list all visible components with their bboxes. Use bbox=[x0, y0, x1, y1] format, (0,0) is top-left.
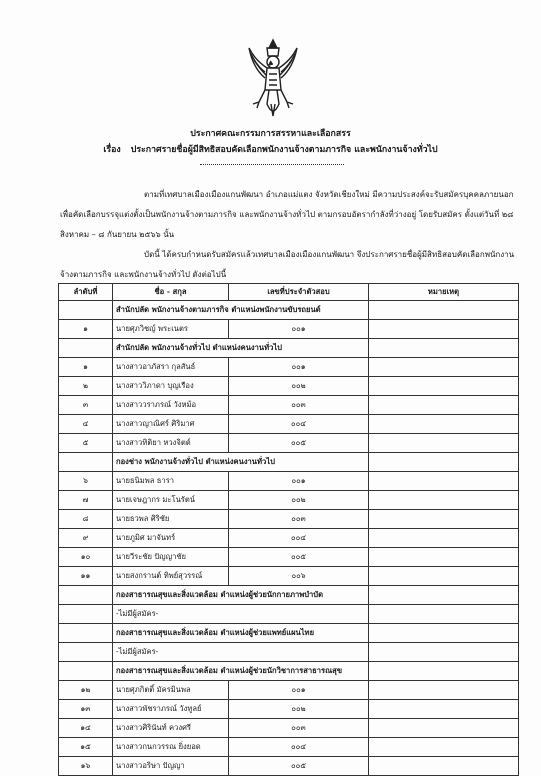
table-row bbox=[59, 491, 519, 510]
row-number bbox=[59, 624, 113, 643]
row-number: ๑๐ bbox=[59, 548, 113, 567]
row-remark bbox=[369, 681, 519, 700]
row-number: ๑ bbox=[59, 320, 113, 339]
section-title: สำนักปลัด พนักงานจ้างทั่วไป ตำแหน่งคนงานทั่วไป bbox=[113, 339, 369, 358]
row-number: ๑๔ bbox=[59, 719, 113, 738]
row-number: ๑ bbox=[59, 358, 113, 377]
announcement-subject bbox=[0, 142, 541, 156]
table-row bbox=[59, 548, 519, 567]
notice-paragraph bbox=[60, 245, 515, 285]
row-number bbox=[59, 453, 113, 472]
table-row bbox=[59, 700, 519, 719]
row-name: นายสงกรานต์ ทิพย์สุวรรณ์ bbox=[113, 567, 229, 586]
row-remark bbox=[369, 510, 519, 529]
row-remark bbox=[369, 662, 519, 681]
row-name: นางสาวญาณิศร์ ศิริมาศ bbox=[113, 415, 229, 434]
table-row bbox=[59, 320, 519, 339]
row-exam-code: ๐๐๔ bbox=[229, 529, 369, 548]
section-title: สำนักปลัด พนักงานจ้างตามภารกิจ ตำแหน่งพนักงานขับรถยนต์ bbox=[113, 301, 369, 320]
candidate-table bbox=[58, 283, 519, 776]
intro-paragraph bbox=[60, 185, 515, 245]
notice-text: บัดนี้ ได้ครบกำหนดรับสมัครแล้วเทศบาลเมืองเมืองแกนพัฒนา จึงประกาศรายชื่อผู้มีสิทธิสอบคัดเลือกพนักงานจ้างตามภารกิจ และพนักงานจ้างทั่วไป ดังต่อไปนี้ bbox=[60, 250, 515, 279]
no-applicant-row bbox=[59, 605, 519, 624]
table-row bbox=[59, 757, 519, 776]
row-exam-code: ๐๐๑ bbox=[229, 681, 369, 700]
row-remark bbox=[369, 738, 519, 757]
row-exam-code: ๐๐๖ bbox=[229, 567, 369, 586]
row-name: นางสาวพัชราภรณ์ วังทูลย์ bbox=[113, 700, 229, 719]
row-name: นายศุภวิชญ์ พระเนตร bbox=[113, 320, 229, 339]
row-name: นางสาววิภาดา บุญเรือง bbox=[113, 377, 229, 396]
header-name: ชื่อ - สกุล bbox=[113, 284, 229, 301]
row-name: นางสาวกนกวรรณ ยิ่งยอด bbox=[113, 738, 229, 757]
row-remark bbox=[369, 719, 519, 738]
subject-label: เรื่อง bbox=[103, 145, 121, 155]
row-name: นางสาวอริษา ปัญญา bbox=[113, 757, 229, 776]
header-exam-code: เลขที่ประจำตัวสอบ bbox=[229, 284, 369, 301]
row-name: นายศุภกิตติ์ มัครมินพล bbox=[113, 681, 229, 700]
section-header-row bbox=[59, 586, 519, 605]
table-row bbox=[59, 510, 519, 529]
no-applicant-note: -ไม่มีผู้สมัคร- bbox=[113, 643, 369, 662]
row-remark bbox=[369, 320, 519, 339]
row-name: นายเจษฎากร มะโนรัตน์ bbox=[113, 491, 229, 510]
table-header-row bbox=[59, 284, 519, 301]
row-exam-code: ๐๐๑ bbox=[229, 472, 369, 491]
row-exam-code: ๐๐๔ bbox=[229, 415, 369, 434]
row-exam-code: ๐๐๓ bbox=[229, 510, 369, 529]
table-row bbox=[59, 415, 519, 434]
row-exam-code: ๐๐๒ bbox=[229, 491, 369, 510]
section-title: กองช่าง พนักงานจ้างทั่วไป ตำแหน่งคนงานทั่วไป bbox=[113, 453, 369, 472]
row-exam-code: ๐๐๕ bbox=[229, 434, 369, 453]
table-body bbox=[59, 301, 519, 776]
row-number: ๑๖ bbox=[59, 757, 113, 776]
row-remark bbox=[369, 358, 519, 377]
row-remark bbox=[369, 548, 519, 567]
row-number: ๑๓ bbox=[59, 700, 113, 719]
header-no: ลำดับที่ bbox=[59, 284, 113, 301]
intro-text: ตามที่เทศบาลเมืองเมืองแกนพัฒนา อำเภอแม่แตง จังหวัดเชียงใหม่ มีความประสงค์จะรับสมัครบุคคลภายนอกเพื่อคัดเลือกบรรจุแต่งตั้งเป็นพนักงานจ้างตามภารกิจ และพนักงานจ้างทั่วไป ตามกรอบอัตรากำลังที่ว่างอยู่ โดยรับสมัคร ตั้งแต่วันที่ ๒๘ สิงหาคม – ๘ กันยายน ๒๕๖๖ นั้น bbox=[60, 190, 514, 239]
row-number bbox=[59, 586, 113, 605]
row-exam-code: ๐๐๓ bbox=[229, 719, 369, 738]
row-remark bbox=[369, 472, 519, 491]
row-remark bbox=[369, 434, 519, 453]
section-header-row bbox=[59, 662, 519, 681]
row-exam-code: ๐๐๒ bbox=[229, 700, 369, 719]
row-remark bbox=[369, 757, 519, 776]
row-name: นายภูมิศ มาจันทร์ bbox=[113, 529, 229, 548]
section-title: กองสาธารณสุขและสิ่งแวดล้อม ตำแหน่งผู้ช่วยนักวิชาการสาธารณสุข bbox=[113, 662, 369, 681]
row-remark bbox=[369, 415, 519, 434]
row-number: ๘ bbox=[59, 510, 113, 529]
row-number bbox=[59, 605, 113, 624]
subject-text: ประกาศรายชื่อผู้มีสิทธิสอบคัดเลือกพนักงานจ้างตามภารกิจ และพนักงานจ้างทั่วไป bbox=[130, 145, 438, 155]
no-applicant-note: -ไม่มีผู้สมัคร- bbox=[113, 605, 369, 624]
no-applicant-row bbox=[59, 643, 519, 662]
row-number: ๑๕ bbox=[59, 738, 113, 757]
section-title: กองสาธารณสุขและสิ่งแวดล้อม ตำแหน่งผู้ช่วยแพทย์แผนไทย bbox=[113, 624, 369, 643]
row-remark bbox=[369, 453, 519, 472]
row-remark bbox=[369, 605, 519, 624]
row-name: นายธวพล ศิริชัย bbox=[113, 510, 229, 529]
row-remark bbox=[369, 586, 519, 605]
row-remark bbox=[369, 567, 519, 586]
row-remark bbox=[369, 301, 519, 320]
divider-dotted-line bbox=[200, 160, 344, 165]
row-number bbox=[59, 339, 113, 358]
section-header-row bbox=[59, 453, 519, 472]
row-exam-code: ๐๐๑ bbox=[229, 358, 369, 377]
table-row bbox=[59, 396, 519, 415]
row-exam-code: ๐๐๓ bbox=[229, 396, 369, 415]
row-remark bbox=[369, 624, 519, 643]
row-exam-code: ๐๐๒ bbox=[229, 377, 369, 396]
row-number: ๓ bbox=[59, 396, 113, 415]
table-row bbox=[59, 567, 519, 586]
row-remark bbox=[369, 377, 519, 396]
row-exam-code: ๐๐๕ bbox=[229, 757, 369, 776]
row-number bbox=[59, 301, 113, 320]
row-name: นางสาวอาภัสรา กุลสันธ์ bbox=[113, 358, 229, 377]
table-row bbox=[59, 719, 519, 738]
row-name: นายวีระชัย ปัญญาชัย bbox=[113, 548, 229, 567]
section-header-row bbox=[59, 624, 519, 643]
row-remark bbox=[369, 529, 519, 548]
row-name: นางสาวศิรินันท์ ควงศรี bbox=[113, 719, 229, 738]
row-remark bbox=[369, 491, 519, 510]
row-remark bbox=[369, 396, 519, 415]
row-number bbox=[59, 643, 113, 662]
row-name: นางสาวทิติยา หวงจิตต์ bbox=[113, 434, 229, 453]
garuda-emblem-icon bbox=[245, 38, 301, 122]
table-row bbox=[59, 358, 519, 377]
row-number: ๖ bbox=[59, 472, 113, 491]
table-row bbox=[59, 738, 519, 757]
announcement-title: ประกาศคณะกรรมการสรรหาและเลือกสรร bbox=[190, 129, 351, 139]
row-number: ๙ bbox=[59, 529, 113, 548]
table-row bbox=[59, 434, 519, 453]
row-name: นายธนิมพล ธารา bbox=[113, 472, 229, 491]
section-header-row bbox=[59, 339, 519, 358]
section-title: กองสาธารณสุขและสิ่งแวดล้อม ตำแหน่งผู้ช่วยนักกายภาพบำบัด bbox=[113, 586, 369, 605]
row-number: ๒ bbox=[59, 377, 113, 396]
row-number bbox=[59, 662, 113, 681]
row-number: ๑๒ bbox=[59, 681, 113, 700]
row-number: ๑๑ bbox=[59, 567, 113, 586]
row-exam-code: ๐๐๑ bbox=[229, 320, 369, 339]
table-row bbox=[59, 529, 519, 548]
row-number: ๔ bbox=[59, 415, 113, 434]
section-header-row bbox=[59, 301, 519, 320]
row-remark bbox=[369, 339, 519, 358]
row-exam-code: ๐๐๕ bbox=[229, 548, 369, 567]
row-remark bbox=[369, 700, 519, 719]
table-row bbox=[59, 681, 519, 700]
row-name: นางสาววราภรณ์ วังหม้อ bbox=[113, 396, 229, 415]
row-exam-code: ๐๐๔ bbox=[229, 738, 369, 757]
table-row bbox=[59, 472, 519, 491]
row-number: ๕ bbox=[59, 434, 113, 453]
row-remark bbox=[369, 643, 519, 662]
table-row bbox=[59, 377, 519, 396]
header-remark: หมายเหตุ bbox=[369, 284, 519, 301]
row-number: ๗ bbox=[59, 491, 113, 510]
